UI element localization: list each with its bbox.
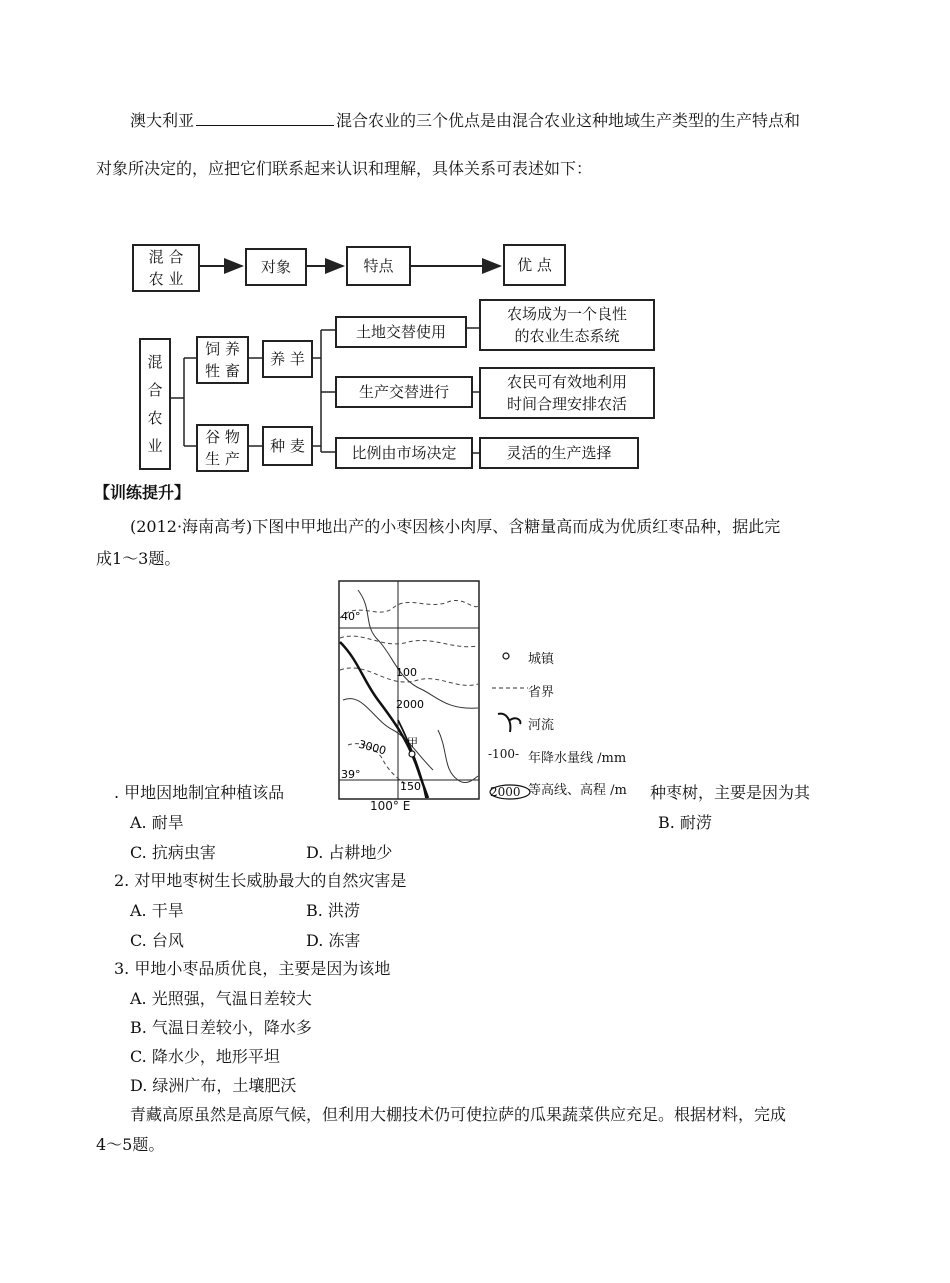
benefit-flexible: 灵活的生产选择 <box>479 437 639 469</box>
next-passage-line-1: 青藏高原虽然是高原气候，但利用大棚技术仍可使拉萨的瓜果蔬菜供应充足。根据材料，完成 <box>130 1105 787 1124</box>
legend-town: 城镇 <box>528 652 555 667</box>
tree-sub-sheep: 养 羊 <box>262 340 313 378</box>
map-label-lat-40: 40° <box>341 610 361 623</box>
tree-root: 混 合 农 业 <box>139 338 171 470</box>
legend-rain: 年降水量线 /mm <box>528 751 627 766</box>
flow-box-advantage: 优 点 <box>503 244 566 286</box>
q3-option-a: A. 光照强，气温日差较大 <box>130 989 312 1008</box>
q1-option-a: A. 耐旱 <box>130 813 184 832</box>
q3-stem: 3. 甲地小枣品质优良，主要是因为该地 <box>114 959 391 978</box>
feature-production-rotation: 生产交替进行 <box>335 376 473 408</box>
town-legend-icon <box>503 653 509 659</box>
feature-land-rotation: 土地交替使用 <box>335 316 467 348</box>
feature-market-ratio: 比例由市场决定 <box>335 437 473 469</box>
q1-stem-start: . 甲地因地制宜种植该品 <box>114 783 285 802</box>
tree-branch-livestock: 饲 养 牲 畜 <box>196 336 249 384</box>
flow-box-mixed-farming: 混 合 农 业 <box>132 244 200 292</box>
question-intro-line-2: 成1～3题。 <box>96 549 181 568</box>
map-label-100: 100 <box>396 666 417 679</box>
question-intro-line-1: (2012·海南高考)下图中甲地出产的小枣因核小肉厚、含糖量高而成为优质红枣品种，据此完 <box>130 517 781 536</box>
map-label-longitude: 100° E <box>370 799 411 813</box>
intro-line-2: 对象所决定的，应把它们联系起来认识和理解，具体关系可表述如下： <box>96 159 593 178</box>
q2-stem: 2. 对甲地枣树生长威胁最大的自然灾害是 <box>114 871 407 890</box>
q2-option-c: C. 台风 <box>130 931 184 950</box>
q1-option-c: C. 抗病虫害 <box>130 843 216 862</box>
flow-box-object: 对象 <box>245 248 307 286</box>
q2-option-d: D. 冻害 <box>306 931 361 950</box>
map-label-lat-39: 39° <box>341 768 361 781</box>
intro-line-1-start: 澳大利亚 <box>130 111 195 130</box>
legend-rain-sample: -100- <box>488 747 520 761</box>
river-legend-icon <box>498 714 520 732</box>
map-label-jia: 甲 <box>407 736 418 749</box>
intro-line-1-end: 混合农业的三个优点是由混合农业这种地域生产类型的生产特点和 <box>336 111 801 130</box>
q3-option-d: D. 绿洲广布，土壤肥沃 <box>130 1076 297 1095</box>
section-title: 【训练提升】 <box>94 483 191 502</box>
next-passage-line-2: 4～5题。 <box>96 1135 165 1154</box>
q3-option-b: B. 气温日差较小，降水多 <box>130 1018 312 1037</box>
tree-sub-wheat: 种 麦 <box>262 426 313 466</box>
legend-province: 省界 <box>528 685 555 700</box>
q2-option-b: B. 洪涝 <box>306 901 360 920</box>
map-label-2000: 2000 <box>396 698 424 711</box>
benefit-time: 农民可有效地利用 时间合理安排农活 <box>479 367 655 419</box>
q3-option-c: C. 降水少，地形平坦 <box>130 1047 280 1066</box>
legend-contour-sample: 2000 <box>490 785 521 799</box>
legend-river: 河流 <box>528 718 555 733</box>
q1-option-b: B. 耐涝 <box>658 813 712 832</box>
q1-option-d: D. 占耕地少 <box>306 843 393 862</box>
flow-box-feature: 特点 <box>346 246 411 286</box>
map-label-3000: 3000 <box>357 737 388 758</box>
q1-stem-end: 种枣树，主要是因为其 <box>650 783 811 802</box>
benefit-ecosystem: 农场成为一个良性 的农业生态系统 <box>479 299 655 351</box>
q2-option-a: A. 干旱 <box>130 901 184 920</box>
region-map <box>338 580 480 802</box>
map-label-150: 150 <box>400 780 421 793</box>
tree-branch-grain: 谷 物 生 产 <box>196 424 249 472</box>
legend-contour: 等高线、高程 /m <box>528 783 627 798</box>
